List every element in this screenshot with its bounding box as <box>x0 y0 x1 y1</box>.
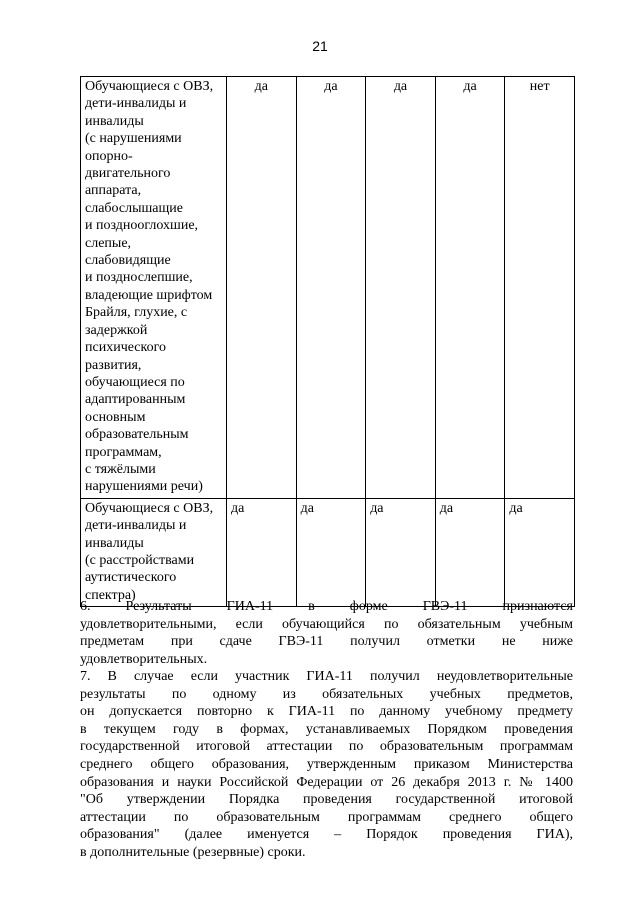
participants-table <box>80 76 575 607</box>
category-text-line: образовательным <box>85 427 189 443</box>
paragraph-line: 6. Результаты ГИА-11 в форме ГВЭ-11 признаются <box>80 599 573 614</box>
value-cell: да <box>505 498 575 606</box>
category-text-line: двигательного <box>85 166 171 182</box>
paragraph-line: в текущем году в формах, устанавливаемых Порядком проведения <box>80 721 573 737</box>
value-cell: да <box>435 498 505 606</box>
paragraph-line: образования и науки Российской Федерации от 26 декабря 2013 г. № 1400 <box>80 774 573 790</box>
value-cell: да <box>435 77 505 499</box>
page-number: 21 <box>312 38 328 54</box>
category-text-line: слепые, <box>85 235 132 251</box>
value-cell: да <box>366 498 436 606</box>
paragraph-line: образования" (далее именуется – Порядок проведения ГИА), <box>80 827 573 843</box>
category-text-line: Обучающиеся с ОВЗ, <box>85 500 214 516</box>
category-text-line: Обучающиеся с ОВЗ, <box>85 79 214 94</box>
category-text-line: адаптированным <box>85 392 186 408</box>
paragraph-line: удовлетворительных. <box>80 651 208 667</box>
value-cell: да <box>296 77 366 499</box>
category-text-line: задержкой <box>85 322 148 338</box>
table-row <box>81 498 575 606</box>
value-cell: да <box>227 498 297 606</box>
category-text-line: основным <box>85 409 146 425</box>
category-text-line: дети-инвалиды и <box>85 518 187 534</box>
table-row <box>81 77 575 499</box>
paragraph-line: удовлетворительными, если обучающийся по обязательным учебным <box>80 616 573 632</box>
category-text-line: нарушениями речи) <box>85 479 203 495</box>
category-text-line: (с расстройствами <box>85 552 195 568</box>
paragraph-line: 7. В случае если участник ГИА-11 получил неудовлетворительные <box>80 669 573 684</box>
category-text-line: владеющие шрифтом <box>85 287 213 303</box>
category-text-line: слабослышащие <box>85 200 183 216</box>
paragraph-7 <box>80 668 573 862</box>
paragraph-line: предметам при сдаче ГВЭ-11 получил отметки не ниже <box>80 634 573 650</box>
category-cell <box>81 498 227 606</box>
value-cell: да <box>296 498 366 606</box>
category-text-line: психического <box>85 340 166 356</box>
value-cell: да <box>366 77 436 499</box>
category-text-line: инвалиды <box>85 535 144 551</box>
category-text-line: аппарата, <box>85 183 142 199</box>
category-text-line: аутистического <box>85 570 177 586</box>
category-cell <box>81 77 227 499</box>
value-cell: да <box>227 77 297 499</box>
category-text-line: обучающиеся по <box>85 374 185 390</box>
value-cell: нет <box>505 77 575 499</box>
paragraph-line: результаты по одному из обязательных учебных предметов, <box>80 686 573 702</box>
paragraph-line: среднего общего образования, утвержденным приказом Министерства <box>80 756 573 772</box>
category-text-line: развития, <box>85 357 142 373</box>
category-text-line: спектра) <box>85 587 136 603</box>
paragraph-line: аттестации по образовательным программам среднего общего <box>80 809 573 825</box>
category-text-line: с тяжёлыми <box>85 461 156 477</box>
category-text-line: опорно- <box>85 148 133 164</box>
paragraph-line: "Об утверждении Порядка проведения государственной итоговой <box>80 792 573 808</box>
category-text-line: (с нарушениями <box>85 131 182 147</box>
category-text-line: и позднооглохшие, <box>85 218 199 234</box>
category-text-line: слабовидящие <box>85 253 171 269</box>
paragraph-line: государственной итоговой аттестации по образовательным программам <box>80 739 573 755</box>
category-text-line: инвалиды <box>85 113 144 129</box>
paragraph-line: он допускается повторно к ГИА-11 по данному учебному предмету <box>80 704 573 720</box>
category-text-line: и позднослепшие, <box>85 270 193 286</box>
paragraph-6 <box>80 598 573 668</box>
category-text-line: Брайля, глухие, с <box>85 305 188 321</box>
paragraph-line: в дополнительные (резервные) сроки. <box>80 844 306 860</box>
category-text-line: дети-инвалиды и <box>85 96 187 112</box>
category-text-line: программам, <box>85 444 162 460</box>
